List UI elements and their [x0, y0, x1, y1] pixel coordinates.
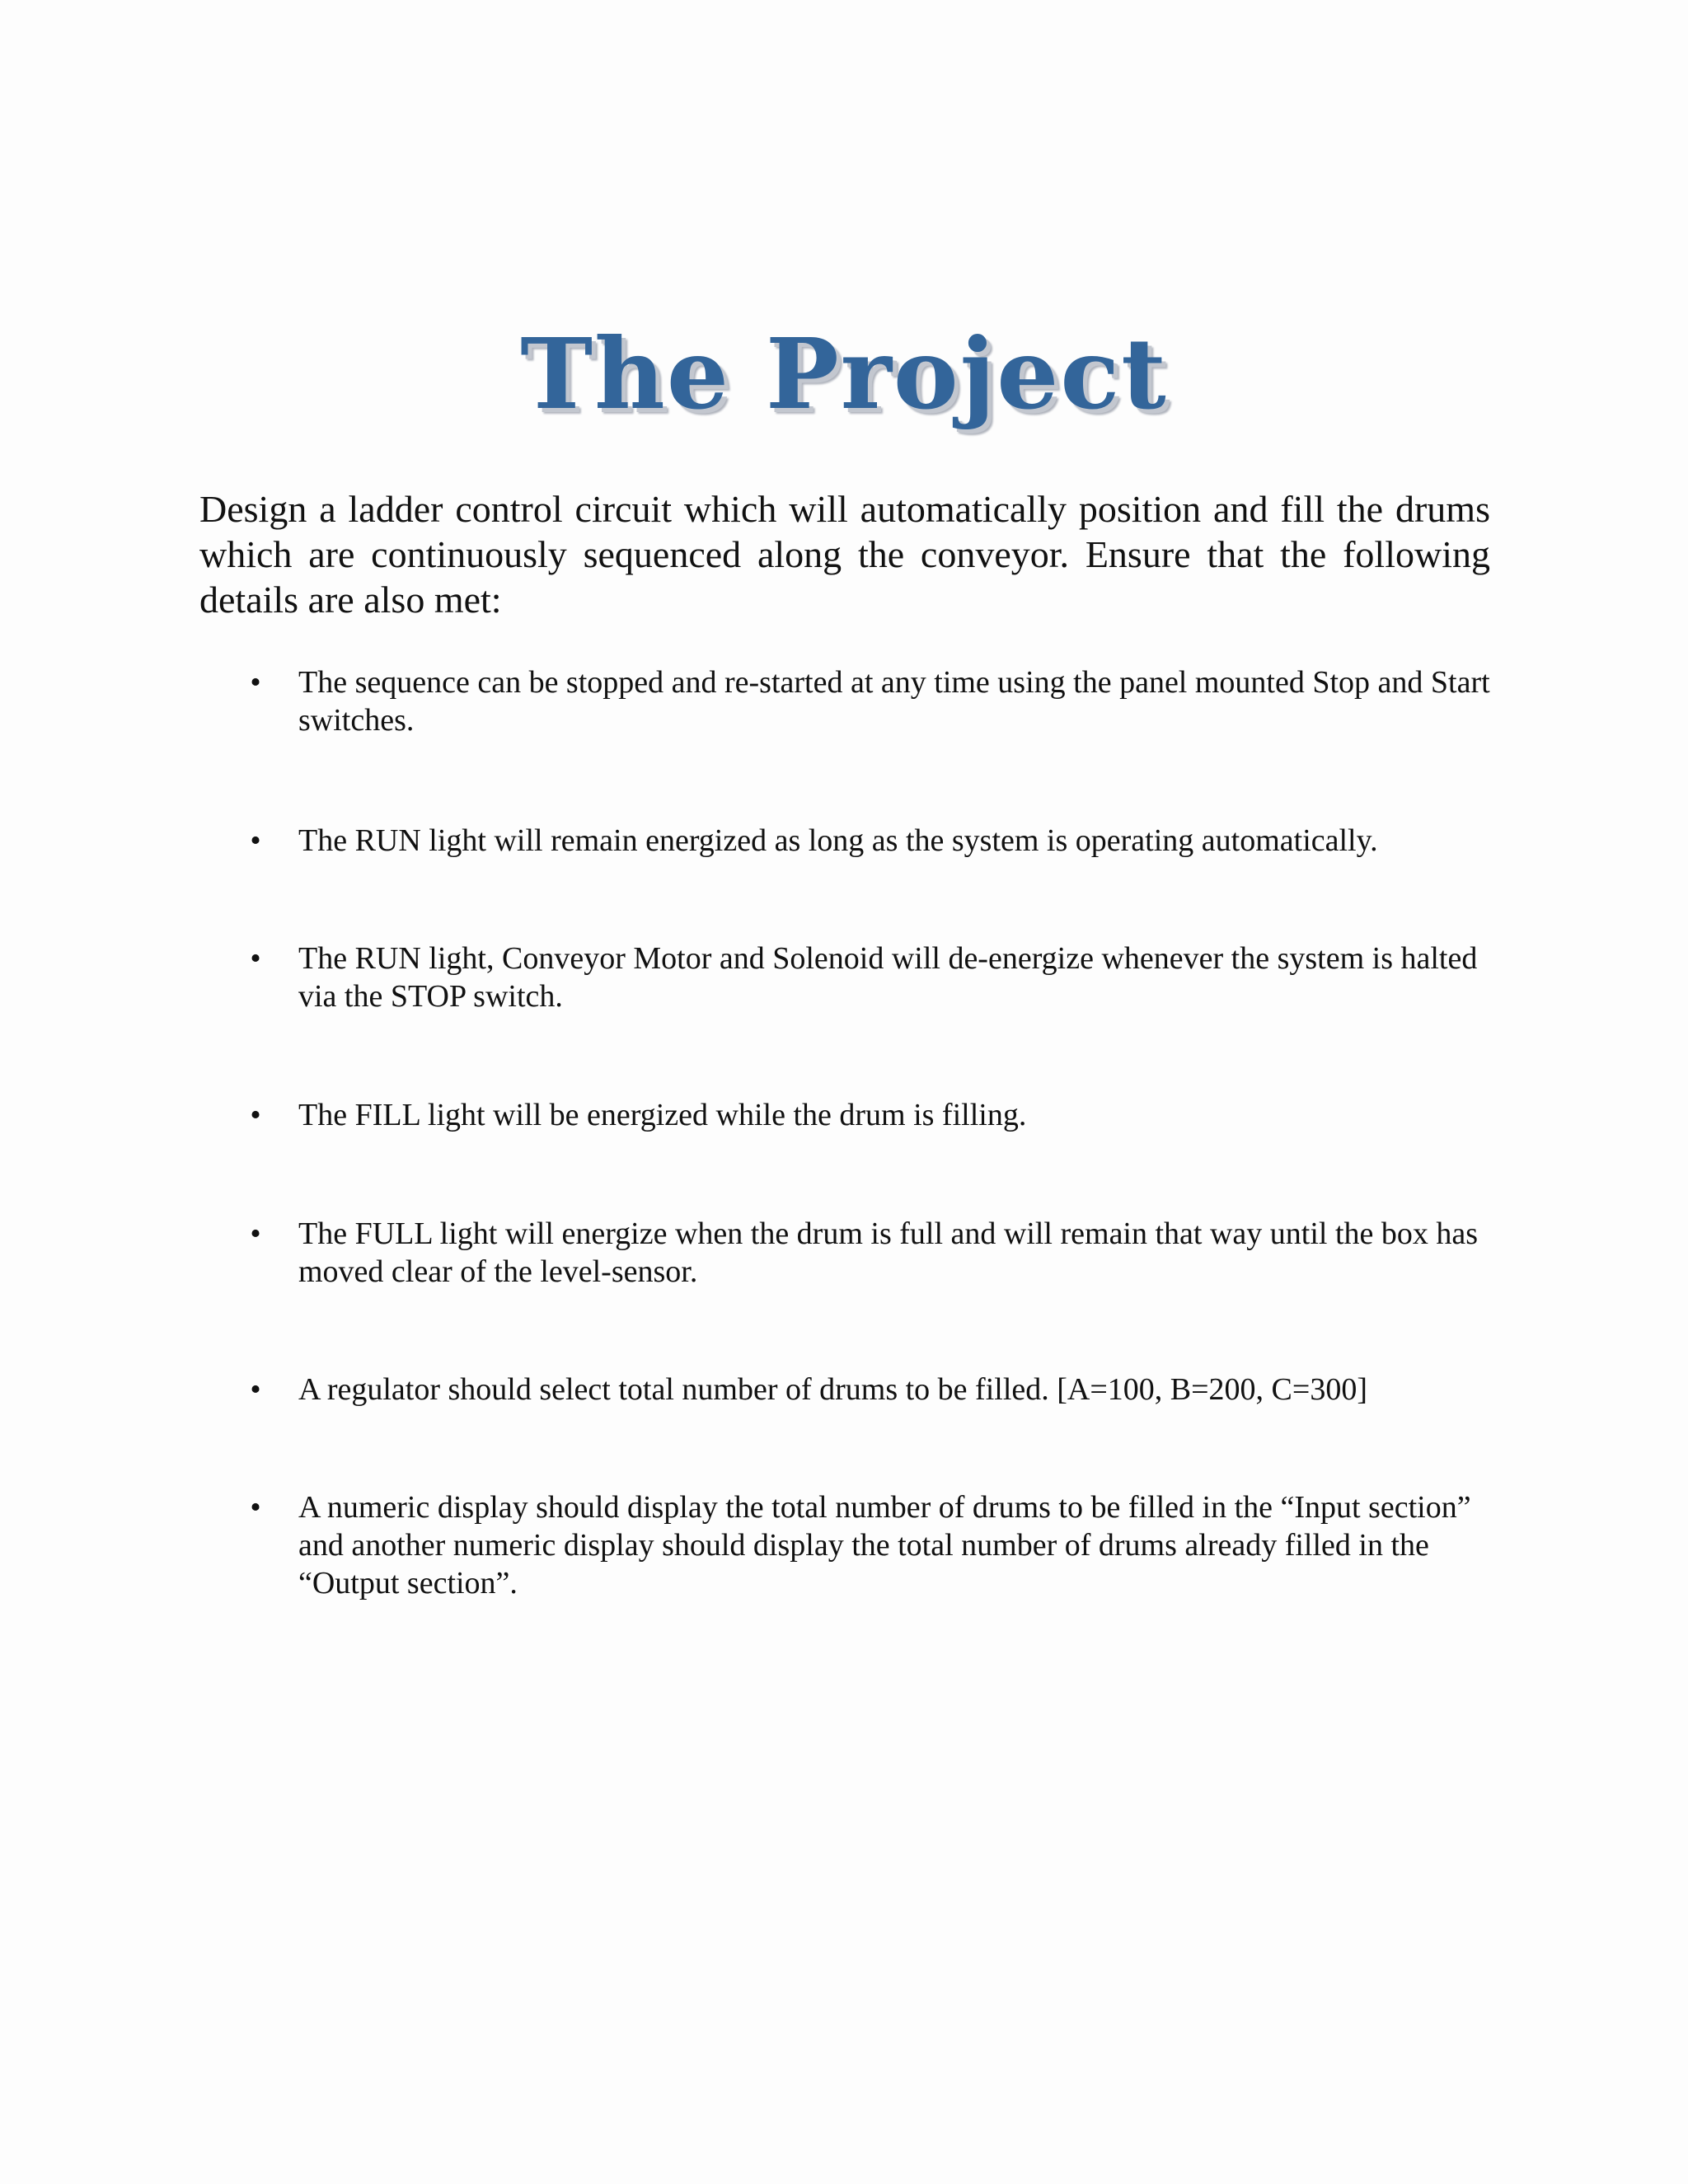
page-title: The Project: [520, 316, 1168, 432]
list-item-text: The RUN light will remain energized as long as the system is operating automatically.: [298, 823, 1378, 858]
list-item-text: A numeric display should display the total number of drums to be filled in the “Input section” and another numeric display should display the total number of drums already filled in the “Output section”.: [298, 1490, 1471, 1601]
bullet-icon: •: [250, 1372, 261, 1407]
list-item-text: The RUN light, Conveyor Motor and Solenoid will de-energize whenever the system is halted via the STOP switch.: [298, 941, 1478, 1014]
bullet-icon: •: [250, 1216, 261, 1251]
bullet-icon: •: [250, 1098, 261, 1132]
bullet-icon: •: [250, 823, 261, 858]
intro-paragraph: Design a ladder control circuit which will automatically position and fill the drums which are continuously sequenced along the conveyor. Ensure that the following details are also met:: [199, 488, 1490, 621]
list-item-text: The FULL light will energize when the drum is full and will remain that way until the box has moved clear of the level-sensor.: [298, 1216, 1479, 1289]
list-item-text: The sequence can be stopped and re-started at any time using the panel mounted Stop and Start switches.: [298, 665, 1490, 738]
list-item-text: The FILL light will be energized while the drum is filling.: [298, 1098, 1027, 1132]
bullet-icon: •: [250, 1490, 261, 1525]
bullet-icon: •: [250, 941, 261, 976]
list-item-text: A regulator should select total number of drums to be filled. [A=100, B=200, C=300]: [298, 1372, 1367, 1407]
bullet-icon: •: [250, 665, 261, 700]
